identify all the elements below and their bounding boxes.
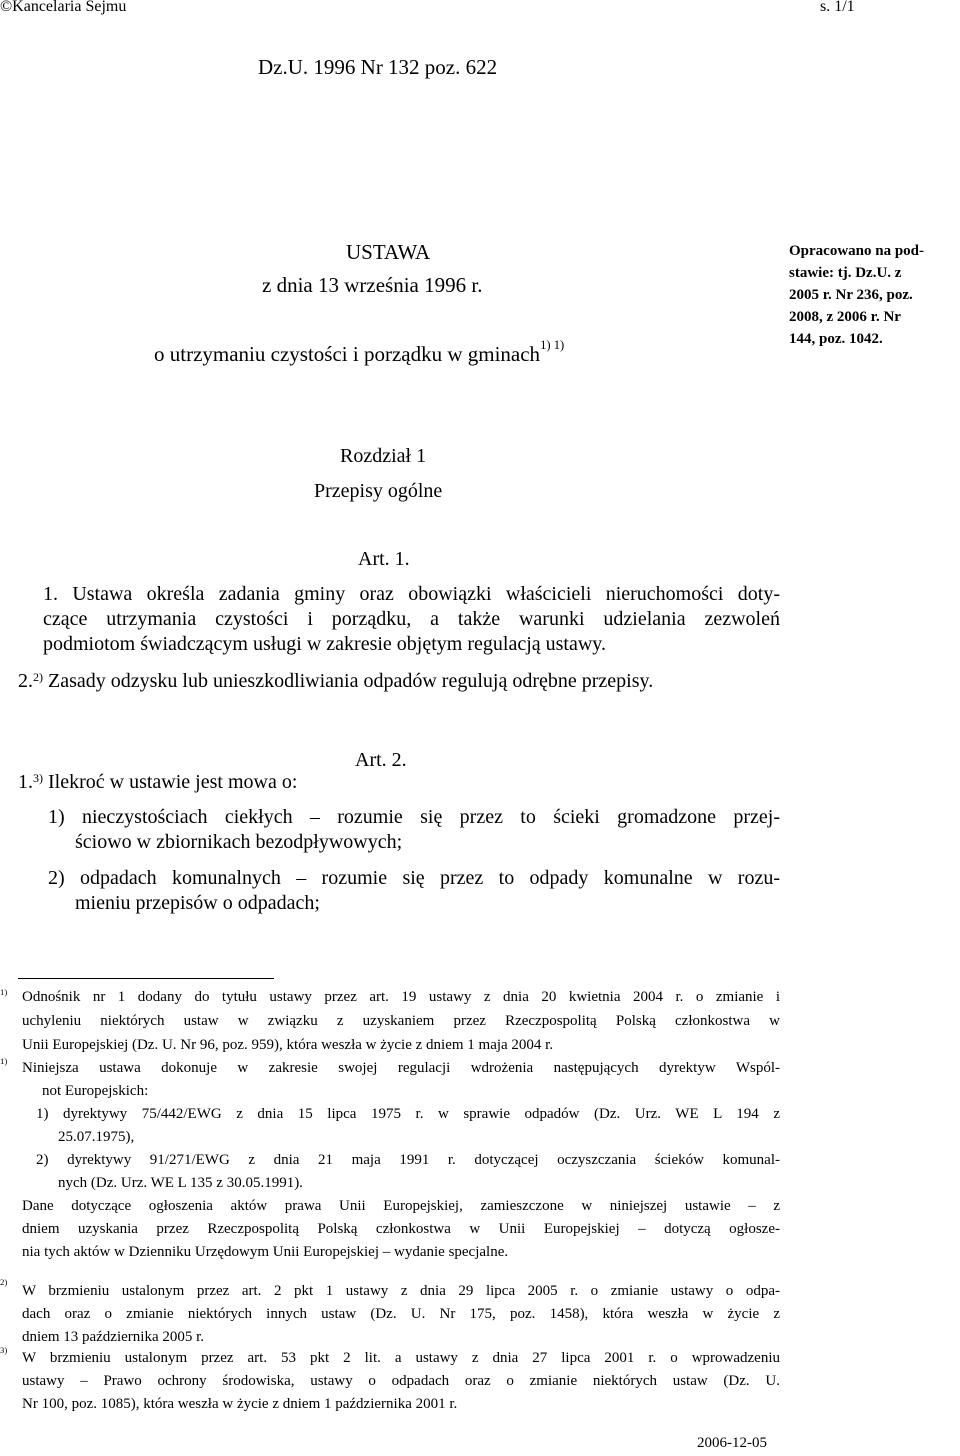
footnote-1a-line2: uchyleniu niektórych ustaw w związku z uzyskaniem przez Rzeczpospolitą Polską członkostwa w [22, 1013, 780, 1029]
footnote-2-line1: W brzmieniu ustalonym przez art. 2 pkt 1 ustawy z dnia 29 lipca 2005 r. o zmianie ustawy o odpa- [22, 1283, 780, 1299]
footnote-1b-tail-line3: nia tych aktów w Dzienniku Urzędowym Unii Europejskiej – wydanie specjalne. [22, 1244, 509, 1260]
art1-par1-line3: podmiotom świadczącym usługi w zakresie objętym regulacją ustawy. [43, 633, 606, 655]
footnote-1a-line1: Odnośnik nr 1 dodany do tytułu ustawy przez art. 19 ustawy z dnia 20 kwietnia 2004 r. o zmianie i [22, 989, 780, 1005]
header-page-number: s. 1/1 [820, 0, 855, 15]
footnote-ref: 1) 1) [540, 338, 565, 352]
footnote-1b-item1-line1: 1) dyrektywy 75/442/EWG z dnia 15 lipca 1975 r. w sprawie odpadów (Dz. Urz. WE L 194 z [36, 1106, 780, 1122]
footnote-3-line1: W brzmieniu ustalonym przez art. 53 pkt 2 lit. a ustawy z dnia 27 lipca 2001 r. o wprowadzeniu [22, 1350, 780, 1366]
art1-par2: 2.$^{2)}$ Zasady odzysku lub unieszkodliwiania odpadów regulują odrębne przepisy. [18, 670, 654, 692]
art2-intro: 1.$^{3)}$ Ilekroć w ustawie jest mowa o: [18, 771, 298, 793]
footnote-1b-line2: not Europejskich: [42, 1083, 149, 1099]
footnote-1b-line1: Niniejsza ustawa dokonuje w zakresie swojej regulacji wdrożenia następujących dyrektyw Wspól- [22, 1060, 780, 1076]
consolidation-note: Opracowano na pod- stawie: tj. Dz.U. z 2005 r. Nr 236, poz. 2008, z 2006 r. Nr 144, poz. 1042. [789, 243, 925, 347]
art1-par1-line1: 1. Ustawa określa zadania gminy oraz obowiązki właścicieli nieruchomości doty- [43, 583, 780, 605]
footnote-1b-item2-line1: 2) dyrektywy 91/271/EWG z dnia 21 maja 1991 r. dotyczącej oczyszczania ścieków komunal- [36, 1152, 780, 1168]
footnote-3-line2: ustawy – Prawo ochrony środowiska, ustawy o odpadach oraz o zmianie niektórych ustaw (Dz. U. [22, 1373, 780, 1389]
article-1-heading: Art. 1. [358, 548, 410, 570]
footnote-1b-tail-line2: dniem uzyskania przez Rzeczpospolitą Polską członkostwa w Unii Europejskiej – dotyczą ogłosze- [22, 1221, 780, 1237]
article-2-heading: Art. 2. [355, 749, 407, 771]
footnote-1b-item1-line2: 25.07.1975), [58, 1129, 135, 1145]
header-source: ©Kancelaria Sejmu [0, 0, 127, 15]
chapter-number: Rozdział 1 [340, 445, 427, 467]
footnote-1b-tail-line1: Dane dotyczące ogłoszenia aktów prawa Unii Europejskiej, zamieszczone w niniejszej ustawie – z [22, 1198, 780, 1214]
footnote-2-line3: dniem 13 października 2005 r. [22, 1329, 205, 1345]
footnote-1b-item2-line2: nych (Dz. Urz. WE L 135 z 30.05.1991). [58, 1175, 303, 1191]
footnote-3-mark: 3) [0, 1345, 8, 1355]
art2-item2-line2: mieniu przepisów o odpadach; [75, 892, 320, 914]
footnote-1a-line3: Unii Europejskiej (Dz. U. Nr 96, poz. 959), która weszła w życie z dniem 1 maja 2004 r. [22, 1037, 554, 1053]
footnote-2-line2: dach oraz o zmianie niektórych innych ustaw (Dz. U. Nr 175, poz. 1458), która weszła w życie z [22, 1306, 780, 1322]
art2-item1-line2: ściowo w zbiornikach bezodpływowych; [75, 831, 403, 853]
art1-par1-line2: czące utrzymania czystości i porządku, a także warunki udzielania zezwoleń [43, 608, 780, 630]
footnote-2-mark: 2) [0, 1277, 8, 1287]
footnote-1a-mark: 1) [0, 987, 8, 997]
footnote-1b-mark: 1) [0, 1056, 8, 1066]
chapter-name: Przepisy ogólne [314, 480, 443, 502]
act-title: o utrzymaniu czystości i porządku w gminach$^{1) 1)}$ [154, 338, 565, 366]
footer-date: 2006-12-05 [697, 1435, 767, 1451]
art2-item2-line1: 2) odpadach komunalnych – rozumie się przez to odpady komunalne w rozu- [48, 867, 780, 889]
footnote-separator [18, 978, 274, 979]
act-date: z dnia 13 września 1996 r. [262, 273, 483, 297]
act-type: USTAWA [346, 240, 431, 264]
art2-item1-line1: 1) nieczystościach ciekłych – rozumie się przez to ścieki gromadzone przej- [48, 806, 780, 828]
footnote-3-line3: Nr 100, poz. 1085), która weszła w życie z dniem 1 października 2001 r. [22, 1396, 458, 1412]
document-reference: Dz.U. 1996 Nr 132 poz. 622 [258, 55, 498, 79]
